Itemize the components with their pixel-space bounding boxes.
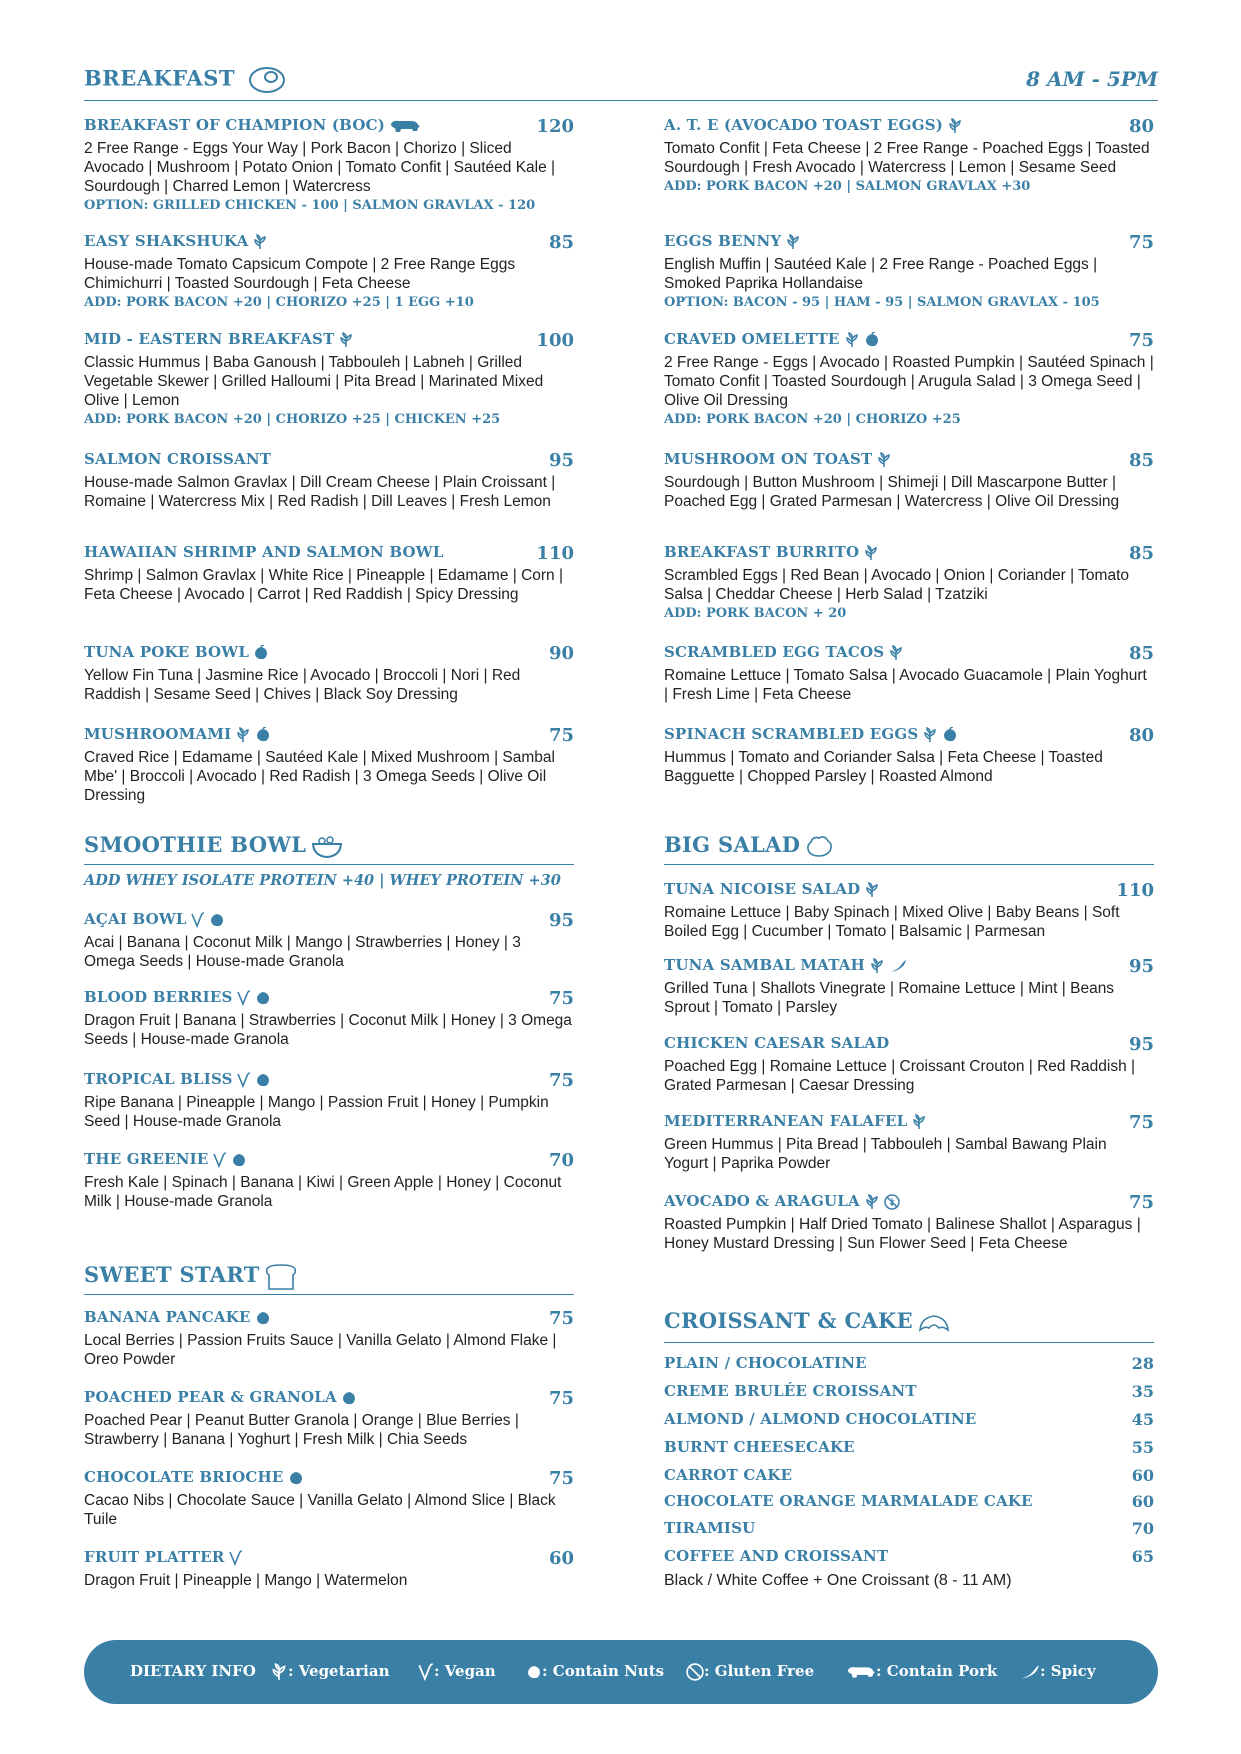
vegan-icon — [418, 1663, 434, 1681]
item-name: POACHED PEAR & GRANOLA — [84, 1388, 337, 1406]
item-price: 110 — [536, 543, 574, 564]
item-price: 60 — [548, 1548, 574, 1569]
breakfast-title: BREAKFAST — [84, 65, 287, 95]
menu-item — [84, 1308, 574, 1369]
dietary-info-bar — [84, 1640, 1158, 1704]
item-name: BLOOD BERRIES — [84, 988, 233, 1006]
sweet-column — [84, 0, 574, 1754]
legend-gluten-free: : Gluten Free — [686, 1662, 814, 1681]
item-name: CREME BRULÉE CROISSANT — [664, 1382, 917, 1400]
cake-item — [664, 1547, 1154, 1565]
cake-item — [664, 1438, 1154, 1456]
item-option: ADD: PORK BACON + 20 — [664, 606, 847, 621]
item-price: 75 — [548, 725, 574, 746]
item-description: Tomato Confit | Feta Cheese | 2 Free Range - Poached Eggs | Toasted Sourdough | Fresh Avocado | Watercress | Lemon | Sesame Seed — [664, 140, 1150, 176]
menu-item — [84, 1468, 574, 1529]
item-option: ADD: PORK BACON +20 | CHORIZO +25 | CHICKEN +25 — [84, 412, 501, 427]
item-description: Fresh Kale | Spinach | Banana | Kiwi | Green Apple | Honey | Coconut Milk | House-made Granola — [84, 1174, 562, 1210]
item-name: CHOCOLATE ORANGE MARMALADE CAKE — [664, 1492, 1033, 1510]
item-name: TIRAMISU — [664, 1519, 756, 1537]
cake-note: Black / White Coffee + One Croissant (8 - 11 AM) — [664, 1572, 1012, 1589]
item-price: 75 — [548, 1070, 574, 1091]
item-name: CARROT CAKE — [664, 1466, 793, 1484]
menu-item — [84, 1548, 574, 1590]
legend-pork: : Contain Pork — [846, 1662, 997, 1680]
cake-item — [664, 1492, 1154, 1510]
item-description: 2 Free Range - Eggs | Avocado | Roasted Pumpkin | Sautéed Spinach | Tomato Confit | Toasted Sourdough | Arugula Salad | 3 Omega Seed | Olive Oil Dressing — [664, 354, 1154, 409]
item-description: Poached Egg | Romaine Lettuce | Croissant Crouton | Red Raddish | Grated Parmesan | Caesar Dressing — [664, 1058, 1136, 1094]
item-name: FRUIT PLATTER — [84, 1548, 225, 1566]
item-name: TROPICAL BLISS — [84, 1070, 233, 1088]
item-name: EGGS BENNY — [664, 232, 782, 250]
vegetarian-icon — [270, 1663, 288, 1681]
menu-item — [84, 1388, 574, 1449]
item-name: CHOCOLATE BRIOCHE — [84, 1468, 284, 1486]
item-description: Craved Rice | Edamame | Sautéed Kale | Mixed Mushroom | Sambal Mbe' | Broccoli | Avocado | Red Radish | 3 Omega Seeds | Olive Oil Dressing — [84, 749, 555, 804]
item-price: 95 — [1128, 956, 1154, 977]
item-price: 85 — [1128, 543, 1154, 564]
item-name: TUNA SAMBAL MATAH — [664, 956, 865, 974]
item-price: 65 — [1131, 1547, 1154, 1566]
item-price: 75 — [548, 1308, 574, 1329]
item-name: COFFEE AND CROISSANT — [664, 1547, 889, 1565]
item-price: 28 — [1131, 1354, 1154, 1373]
item-description: Hummus | Tomato and Coriander Salsa | Feta Cheese | Toasted Bagguette | Chopped Parsley | Roasted Almond — [664, 749, 1103, 785]
item-price: 95 — [1128, 1034, 1154, 1055]
item-name: PLAIN / CHOCOLATINE — [664, 1354, 867, 1372]
item-name: TUNA POKE BOWL — [84, 643, 250, 661]
item-price: 95 — [548, 910, 574, 931]
item-description: Ripe Banana | Pineapple | Mango | Passion Fruit | Honey | Pumpkin Seed | House-made Granola — [84, 1094, 549, 1130]
item-description: 2 Free Range - Eggs Your Way | Pork Bacon | Chorizo | Sliced Avocado | Mushroom | Potato Onion | Tomato Confit | Sautéed Kale | Sourdough | Charred Lemon | Watercress — [84, 140, 556, 195]
cake-item — [664, 1354, 1154, 1372]
item-description: Grilled Tuna | Shallots Vinegrate | Romaine Lettuce | Mint | Beans Sprout | Tomato | Parsley — [664, 980, 1115, 1016]
item-description: Poached Pear | Peanut Butter Granola | Orange | Blue Berries | Strawberry | Banana | Yoghurt | Fresh Milk | Chia Seeds — [84, 1412, 519, 1448]
item-price: 75 — [1128, 1192, 1154, 1213]
item-name: TUNA NICOISE SALAD — [664, 880, 861, 898]
item-price: 35 — [1131, 1382, 1154, 1401]
item-price: 95 — [548, 450, 574, 471]
item-price: 110 — [1116, 880, 1154, 901]
item-name: CRAVED OMELETTE — [664, 330, 840, 348]
item-price: 120 — [536, 116, 574, 137]
smoothie-section-title: SMOOTHIE BOWL — [84, 832, 344, 860]
cake-section-title: CROISSANT & CAKE — [664, 1308, 951, 1336]
nuts-icon — [288, 1470, 304, 1486]
item-name: BURNT CHEESECAKE — [664, 1438, 855, 1456]
item-price: 75 — [1128, 330, 1154, 351]
item-name: SALMON CROISSANT — [84, 450, 272, 468]
legend-nuts: : Contain Nuts — [526, 1662, 664, 1681]
item-description: House-made Tomato Capsicum Compote | 2 Free Range Eggs Chimichurri | Toasted Sourdough | Feta Cheese — [84, 256, 516, 292]
item-option: ADD: PORK BACON +20 | CHORIZO +25 | 1 EGG +10 — [84, 295, 474, 310]
item-name: CHICKEN CAESAR SALAD — [664, 1034, 890, 1052]
item-price: 75 — [548, 1388, 574, 1409]
item-option: ADD: PORK BACON +20 | SALMON GRAVLAX +30 — [664, 179, 1031, 194]
item-price: 70 — [1131, 1519, 1154, 1538]
item-price: 75 — [548, 1468, 574, 1489]
item-name: SPINACH SCRAMBLED EGGS — [664, 725, 919, 743]
item-description: Yellow Fin Tuna | Jasmine Rice | Avocado | Broccoli | Nori | Red Raddish | Sesame Seed | Chives | Black Soy Dressing — [84, 667, 521, 703]
item-price: 100 — [536, 330, 574, 351]
gluten-free-icon — [686, 1663, 704, 1681]
item-description: Dragon Fruit | Banana | Strawberries | Coconut Milk | Honey | 3 Omega Seeds | House-made Granola — [84, 1012, 572, 1048]
item-description: Shrimp | Salmon Gravlax | White Rice | Pineapple | Edamame | Corn | Feta Cheese | Avocado | Carrot | Red Raddish | Spicy Dressing — [84, 567, 564, 603]
cake-item — [664, 1519, 1154, 1537]
opening-hours: 8 AM - 5PM — [1026, 67, 1158, 91]
item-name: A. T. E (AVOCADO TOAST EGGS) — [664, 116, 944, 134]
item-name: MEDITERRANEAN FALAFEL — [664, 1112, 908, 1130]
item-option: OPTION: BACON - 95 | HAM - 95 | SALMON GRAVLAX - 105 — [664, 295, 1100, 310]
nuts-icon — [255, 1310, 271, 1326]
item-description: Cacao Nibs | Chocolate Sauce | Vanilla Gelato | Almond Slice | Black Tuile — [84, 1492, 556, 1528]
item-name: HAWAIIAN SHRIMP AND SALMON BOWL — [84, 543, 444, 561]
vegan-icon — [229, 1550, 243, 1566]
item-price: 85 — [1128, 450, 1154, 471]
nuts-icon — [526, 1663, 542, 1681]
item-price: 70 — [548, 1150, 574, 1171]
item-description: Romaine Lettuce | Tomato Salsa | Avocado Guacamole | Plain Yoghurt | Fresh Lime | Feta Cheese — [664, 667, 1147, 703]
item-price: 75 — [1128, 1112, 1154, 1133]
item-description: Dragon Fruit | Pineapple | Mango | Watermelon — [84, 1572, 408, 1589]
item-name: THE GREENIE — [84, 1150, 209, 1168]
sweet-section-title: SWEET START — [84, 1262, 298, 1291]
item-price: 60 — [1131, 1492, 1154, 1511]
item-price: 60 — [1131, 1466, 1154, 1485]
cake-item — [664, 1410, 1154, 1428]
pork-icon — [846, 1664, 876, 1680]
salad-section-title: BIG SALAD — [664, 832, 834, 860]
item-description: Local Berries | Passion Fruits Sauce | Vanilla Gelato | Almond Flake | Oreo Powder — [84, 1332, 557, 1368]
legend-vegan: : Vegan — [418, 1662, 496, 1681]
nuts-icon — [341, 1390, 357, 1406]
item-description: English Muffin | Sautéed Kale | 2 Free Range - Poached Eggs | Smoked Paprika Hollandaise — [664, 256, 1098, 292]
item-price: 75 — [548, 988, 574, 1009]
item-description: Green Hummus | Pita Bread | Tabbouleh | Sambal Bawang Plain Yogurt | Paprika Powder — [664, 1136, 1107, 1172]
dietary-info-label: DIETARY INFO — [130, 1662, 256, 1680]
legend-vegetarian: : Vegetarian — [270, 1662, 389, 1681]
item-price: 45 — [1131, 1410, 1154, 1429]
item-description: Roasted Pumpkin | Half Dried Tomato | Balinese Shallot | Asparagus | Honey Mustard Dressing | Sun Flower Seed | Feta Cheese — [664, 1216, 1141, 1252]
legend-spicy: : Spicy — [1020, 1662, 1096, 1680]
item-price: 80 — [1128, 725, 1154, 746]
item-description: Classic Hummus | Baba Ganoush | Tabbouleh | Labneh | Grilled Vegetable Skewer | Grilled Halloumi | Pita Bread | Marinated Mixed Olive | Lemon — [84, 354, 544, 409]
item-name: AVOCADO & ARAGULA — [664, 1192, 860, 1210]
item-option: ADD: PORK BACON +20 | CHORIZO +25 — [664, 412, 961, 427]
item-name: EASY SHAKSHUKA — [84, 232, 249, 250]
item-description: Acai | Banana | Coconut Milk | Mango | Strawberries | Honey | 3 Omega Seeds | House-made Granola — [84, 934, 521, 970]
item-name: ALMOND / ALMOND CHOCOLATINE — [664, 1410, 977, 1428]
item-price: 85 — [548, 232, 574, 253]
item-description: Scrambled Eggs | Red Bean | Avocado | Onion | Coriander | Tomato Salsa | Cheddar Cheese | Herb Salad | Tzatziki — [664, 567, 1130, 603]
item-name: AÇAI BOWL — [84, 910, 187, 928]
item-description: Romaine Lettuce | Baby Spinach | Mixed Olive | Baby Beans | Soft Boiled Egg | Cucumber | Tomato | Balsamic | Parmesan — [664, 904, 1120, 940]
item-name: MUSHROOM ON TOAST — [664, 450, 873, 468]
cake-column — [664, 0, 1154, 1754]
item-name: BREAKFAST BURRITO — [664, 543, 860, 561]
item-name: BANANA PANCAKE — [84, 1308, 251, 1326]
item-price: 55 — [1131, 1438, 1154, 1457]
item-price: 85 — [1128, 643, 1154, 664]
smoothie-subtitle: ADD WHEY ISOLATE PROTEIN +40 | WHEY PROTEIN +30 — [84, 872, 561, 889]
item-price: 75 — [1128, 232, 1154, 253]
item-name: SCRAMBLED EGG TACOS — [664, 643, 885, 661]
item-price: 90 — [548, 643, 574, 664]
item-description: Sourdough | Button Mushroom | Shimeji | Dill Mascarpone Butter | Poached Egg | Grated Parmesan | Watercress | Olive Oil Dressing — [664, 474, 1120, 510]
item-option: OPTION: GRILLED CHICKEN - 100 | SALMON GRAVLAX - 120 — [84, 198, 536, 213]
cake-item — [664, 1382, 1154, 1400]
item-price: 80 — [1128, 116, 1154, 137]
spicy-icon — [1020, 1664, 1040, 1680]
item-name: MUSHROOMAMI — [84, 725, 232, 743]
item-name: BREAKFAST OF CHAMPION (BOC) — [84, 116, 386, 134]
item-description: House-made Salmon Gravlax | Dill Cream Cheese | Plain Croissant | Romaine | Watercress Mix | Red Radish | Dill Leaves | Fresh Lemon — [84, 474, 556, 510]
cake-item — [664, 1466, 1154, 1484]
item-name: MID - EASTERN BREAKFAST — [84, 330, 335, 348]
